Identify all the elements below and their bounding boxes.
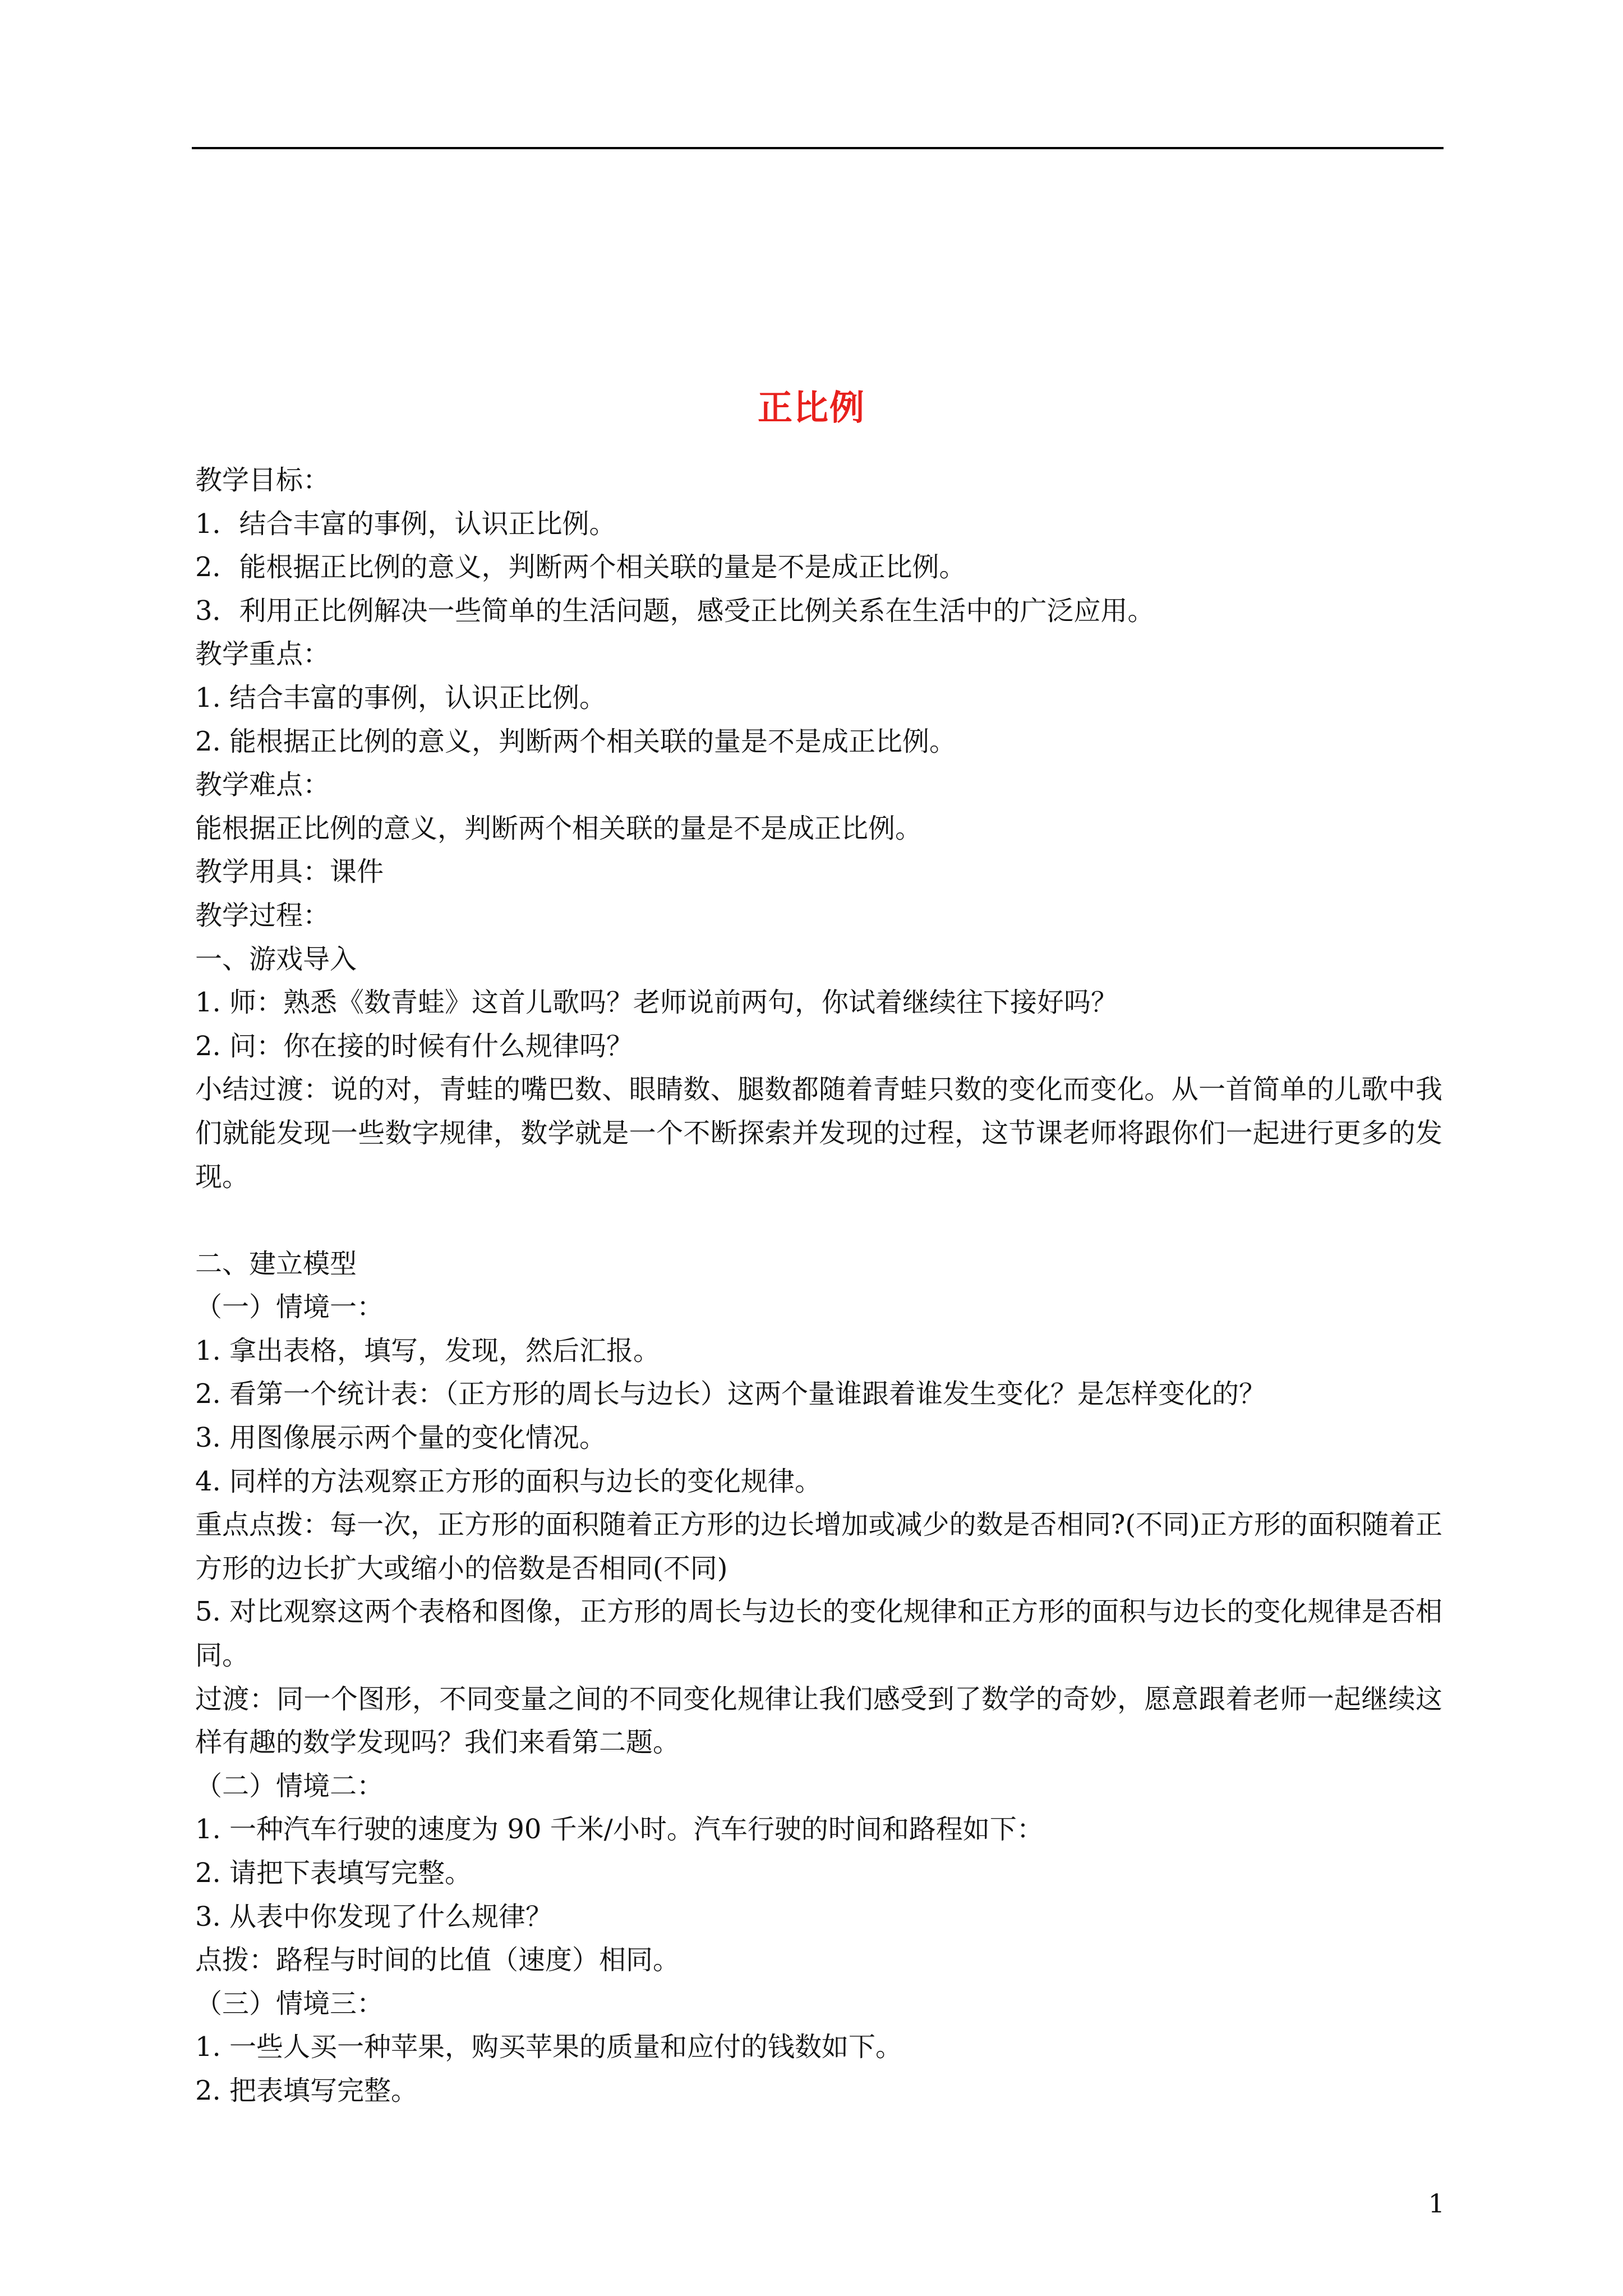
scenario-item: 5. 对比观察这两个表格和图像，正方形的周长与边长的变化规律和正方形的面积与边长的变化规律是否相同。: [195, 1596, 1442, 1672]
scenario-heading: （一）情境一：: [195, 1291, 384, 1323]
key-points-heading: 教学重点：: [195, 638, 330, 670]
paragraph-spacer: [195, 1199, 1442, 1243]
scenario-item: 2. 看第一个统计表：（正方形的周长与边长）这两个量谁跟着谁发生变化？是怎样变化的？: [195, 1378, 1266, 1410]
section-item: 2. 问：你在接的时候有什么规律吗？: [195, 1030, 634, 1062]
process-heading: 教学过程：: [195, 899, 330, 931]
document-title: 正比例: [757, 387, 865, 428]
key-tip-paragraph: 重点点拨：每一次，正方形的面积随着正方形的边长增加或减少的数是否相同?(不同)正方形的面积随着正方形的边长扩大或缩小的倍数是否相同(不同): [195, 1509, 1442, 1584]
scenario-item: 2. 请把下表填写完整。: [195, 1857, 472, 1889]
key-point-item: 1. 结合丰富的事例，认识正比例。: [195, 682, 607, 714]
objective-item: 3．利用正比例解决一些简单的生活问题，感受正比例关系在生活中的广泛应用。: [195, 595, 1155, 627]
header-rule: [192, 147, 1444, 149]
section-heading: 一、游戏导入: [195, 943, 357, 975]
scenario-heading: （三）情境三：: [195, 1987, 384, 2019]
transition-paragraph: 过渡：同一个图形，不同变量之间的不同变化规律让我们感受到了数学的奇妙，愿意跟着老师一起继续这样有趣的数学发现吗？我们来看第二题。: [195, 1683, 1442, 1759]
page-number: 1: [1428, 2188, 1445, 2219]
scenario-item: 1. 一些人买一种苹果，购买苹果的质量和应付的钱数如下。: [195, 2031, 903, 2063]
scenario-item: 2. 把表填写完整。: [195, 2074, 418, 2106]
section-item: 1. 师：熟悉《数青蛙》这首儿歌吗？老师说前两句，你试着继续往下接好吗？: [195, 987, 1118, 1019]
objective-item: 1．结合丰富的事例，认识正比例。: [195, 508, 616, 540]
section-heading: 二、建立模型: [195, 1248, 357, 1280]
objectives-heading: 教学目标：: [195, 464, 330, 496]
scenario-item: 3. 从表中你发现了什么规律？: [195, 1901, 553, 1932]
scenario-item: 4. 同样的方法观察正方形的面积与边长的变化规律。: [195, 1465, 822, 1497]
difficulty-item: 能根据正比例的意义，判断两个相关联的量是不是成正比例。: [195, 812, 923, 844]
document-body: [195, 459, 1442, 2113]
scenario-item: 1. 拿出表格，填写，发现，然后汇报。: [195, 1335, 661, 1366]
scenario-item: 1. 一种汽车行驶的速度为 90 千米/小时。汽车行驶的时间和路程如下：: [195, 1814, 1044, 1846]
summary-paragraph: 小结过渡：说的对，青蛙的嘴巴数、眼睛数、腿数都随着青蛙只数的变化而变化。从一首简单的儿歌中我们就能发现一些数字规律，数学就是一个不断探索并发现的过程，这节课老师将跟你们一起进行更多的发现。: [195, 1074, 1442, 1193]
tip-line: 点拨：路程与时间的比值（速度）相同。: [195, 1944, 680, 1976]
objective-item: 2．能根据正比例的意义，判断两个相关联的量是不是成正比例。: [195, 551, 966, 583]
teaching-tools: 教学用具：课件: [195, 856, 384, 888]
difficulty-heading: 教学难点：: [195, 769, 330, 801]
scenario-heading: （二）情境二：: [195, 1770, 384, 1802]
key-point-item: 2. 能根据正比例的意义，判断两个相关联的量是不是成正比例。: [195, 725, 957, 757]
scenario-item: 3. 用图像展示两个量的变化情况。: [195, 1422, 607, 1454]
